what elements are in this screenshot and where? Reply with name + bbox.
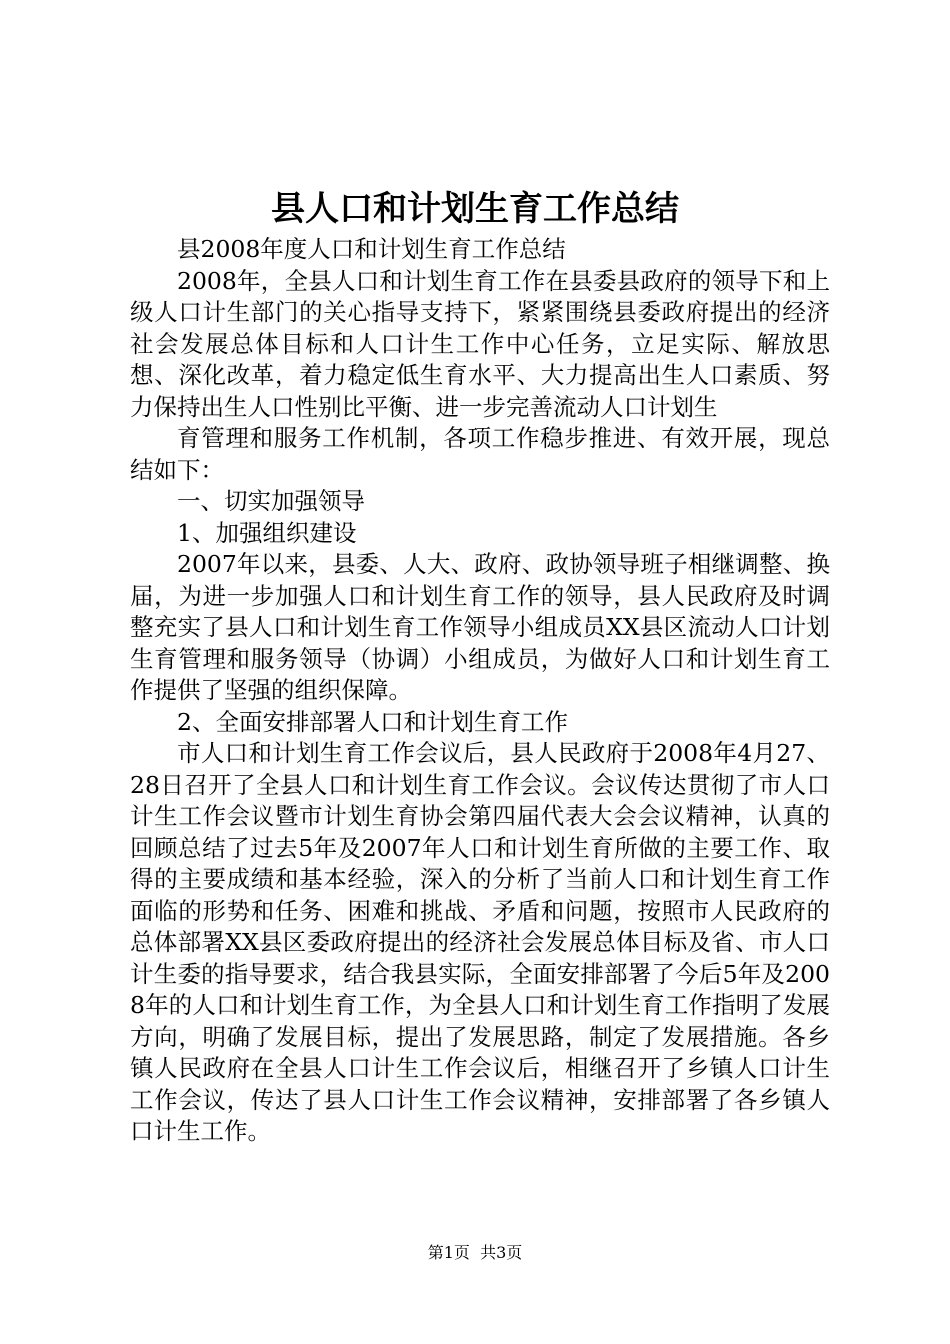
- paragraph-subtitle: 县2008年度人口和计划生育工作总结: [177, 235, 566, 263]
- document-body: [130, 234, 830, 1148]
- subsection-heading: 1、加强组织建设: [177, 518, 357, 547]
- document-title: 县人口和计划生育工作总结: [271, 189, 679, 229]
- paragraph-organization: 2007年以来，县委、人大、政府、政协领导班子相继调整、换届，为进一步加强人口和计划生育工作的领导，县人民政府及时调整充实了县人口和计划生育工作领导小组成员XX县区流动人口计划生育管理和服务领导（协调）小组成员，为做好人口和计划生育工作提供了坚强的组织保障。: [130, 550, 830, 704]
- section-heading: 一、切实加强领导: [177, 487, 365, 515]
- paragraph-intro-continued: 育管理和服务工作机制，各项工作稳步推进、有效开展，现总结如下：: [130, 424, 830, 484]
- page-number: 第1页 共3页: [427, 1243, 523, 1262]
- paragraph-intro: 2008年，全县人口和计划生育工作在县委县政府的领导下和上级人口计生部门的关心指导支持下，紧紧围绕县委政府提出的经济社会发展总体目标和人口计生工作中心任务，立足实际、解放思想、深化改革，着力稳定低生育水平、大力提高出生人口素质、努力保持出生人口性别比平衡、进一步完善流动人口计划生: [130, 266, 830, 421]
- subsection-heading: 2、全面安排部署人口和计划生育工作: [177, 707, 568, 736]
- paragraph-meeting: 市人口和计划生育工作会议后，县人民政府于2008年4月27、28日召开了全县人口和计划生育工作会议。会议传达贯彻了市人口计生工作会议暨市计划生育协会第四届代表大会会议精神，认真的回顾总结了过去5年及2007年人口和计划生育所做的主要工作、取得的主要成绩和基本经验，深入的分析了当前人口和计划生育工作面临的形势和任务、困难和挑战、矛盾和问题，按照市人民政府的总体部署XX县区委政府提出的经济社会发展总体目标及省、市人口计生委的指导要求，结合我县实际，全面安排部署了今后5年及2008年的人口和计划生育工作，为全县人口和计划生育工作指明了发展方向，明确了发展目标，提出了发展思路，制定了发展措施。各乡镇人民政府在全县人口计生工作会议后，相继召开了乡镇人口计生工作会议，传达了县人口计生工作会议精神，安排部署了各乡镇人口计生工作。: [130, 739, 830, 1145]
- page-footer: [0, 1242, 950, 1264]
